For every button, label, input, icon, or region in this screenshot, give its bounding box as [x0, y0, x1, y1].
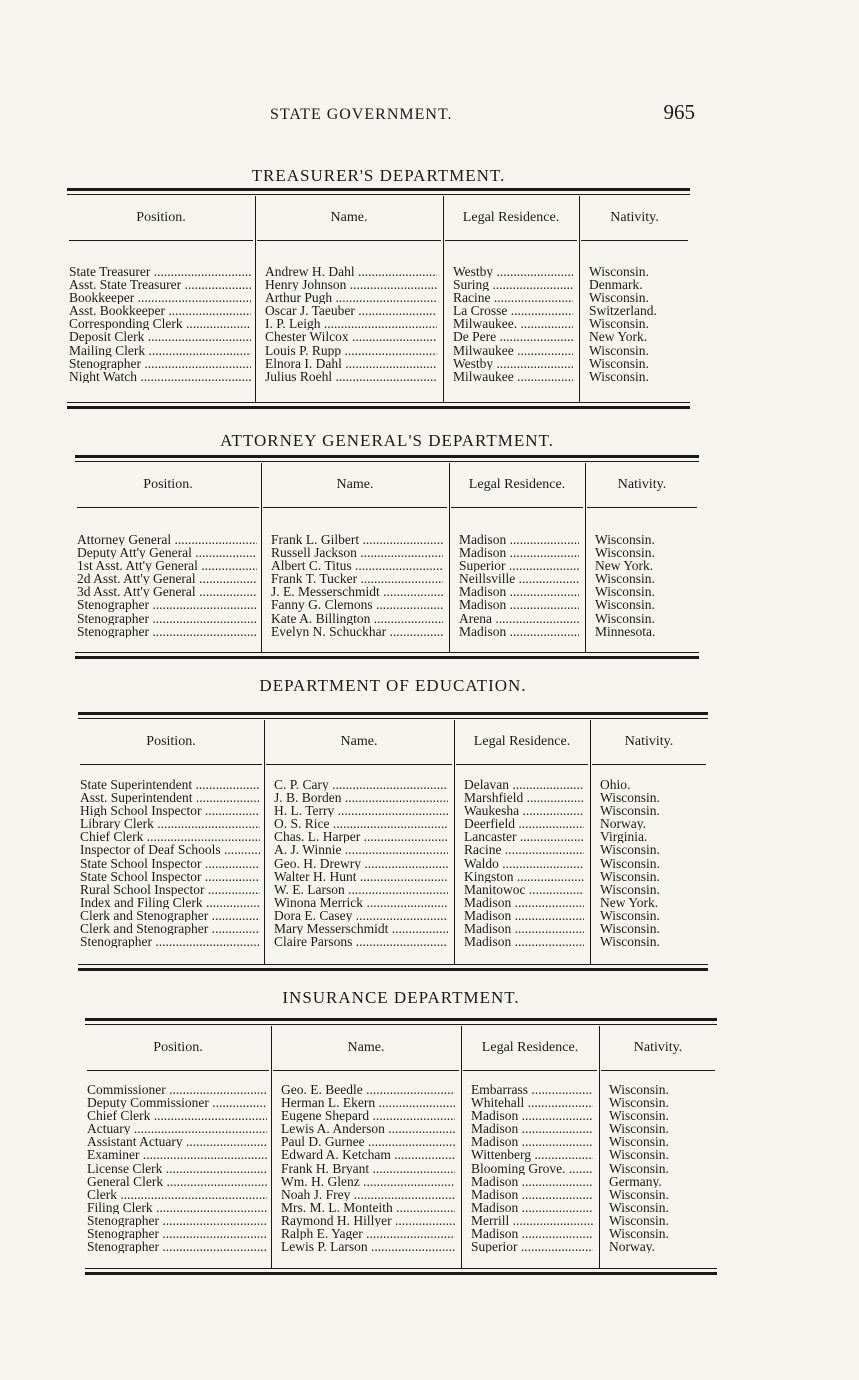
cell-nativity: Wisconsin. — [589, 265, 649, 279]
header-underline — [69, 240, 253, 241]
section-title: TREASURER'S DEPARTMENT. — [251, 166, 506, 185]
column-divider — [590, 720, 591, 964]
cell-nativity: Wisconsin. — [609, 1122, 669, 1136]
section-title: ATTORNEY GENERAL'S DEPARTMENT. — [220, 431, 554, 450]
column-cells-residence — [464, 778, 584, 948]
cell-nativity: Wisconsin. — [600, 856, 660, 870]
cell-residence: Madison ..... — [471, 1135, 593, 1148]
cell-name: Russell Jackson ..... — [271, 546, 443, 559]
cell-position: Inspector of Deaf Schools ..... — [80, 843, 260, 856]
column-cells-name — [281, 1083, 455, 1253]
column-header-residence: Legal Residence. — [462, 210, 560, 225]
cell-nativity: Wisconsin. — [609, 1083, 669, 1097]
top-rule-thin — [78, 718, 708, 719]
cell-position: License Clerk ..... — [87, 1162, 267, 1175]
cell-residence: Madison ..... — [459, 533, 579, 546]
cell-residence: Madison ..... — [464, 935, 584, 948]
cell-name: W. E. Larson ..... — [274, 883, 448, 896]
bottom-rule-thin — [75, 652, 699, 653]
column-cells-residence — [459, 533, 579, 638]
cell-name: H. L. Terry ..... — [274, 804, 448, 817]
column-cells-position — [87, 1083, 267, 1253]
column-cells-nativity — [589, 265, 684, 383]
bottom-rule — [78, 968, 708, 971]
column-divider — [271, 1026, 272, 1268]
column-header-position: Position. — [136, 210, 186, 225]
cell-nativity: Wisconsin. — [589, 356, 649, 370]
cell-residence: Madison ..... — [464, 909, 584, 922]
cell-nativity: Wisconsin. — [609, 1213, 669, 1228]
cell-nativity: Ohio. — [600, 778, 631, 792]
cell-nativity: Wisconsin. — [595, 546, 655, 560]
cell-residence: Madison ..... — [459, 585, 579, 598]
column-header-position: Position. — [153, 1040, 203, 1055]
department-section — [67, 166, 690, 410]
cell-position: Attorney General ..... — [77, 533, 257, 546]
header-underline — [87, 1070, 269, 1071]
column-header-name: Name. — [347, 1040, 385, 1055]
cell-residence: Delavan ..... — [464, 778, 584, 791]
cell-name: Frank H. Bryant ..... — [281, 1162, 455, 1175]
column-cells-nativity — [609, 1083, 711, 1253]
cell-position: Deputy Att'y General ..... — [77, 546, 257, 559]
cell-name: Chester Wilcox ..... — [265, 330, 437, 343]
cell-residence: Madison ..... — [471, 1188, 593, 1201]
header-underline — [456, 764, 588, 765]
cell-residence: Neillsville ..... — [459, 572, 579, 585]
cell-name: Frank T. Tucker ..... — [271, 572, 443, 585]
section-title: INSURANCE DEPARTMENT. — [282, 988, 520, 1007]
cell-residence: Madison ..... — [464, 896, 584, 909]
bottom-rule — [85, 1272, 717, 1275]
cell-residence: Merrill ..... — [471, 1214, 593, 1227]
cell-name: Frank L. Gilbert ..... — [271, 533, 443, 546]
cell-residence: Embarrass ..... — [471, 1083, 593, 1096]
top-rule — [85, 1018, 717, 1021]
cell-residence: Madison ..... — [471, 1227, 593, 1240]
cell-position: Deputy Commissioner ..... — [87, 1096, 267, 1109]
cell-nativity: Wisconsin. — [589, 369, 649, 383]
cell-residence: Madison ..... — [459, 598, 579, 611]
cell-position: State Treasurer ..... — [69, 265, 251, 278]
cell-position: Examiner ..... — [87, 1148, 267, 1161]
column-divider — [454, 720, 455, 964]
cell-position: Commissioner ..... — [87, 1083, 267, 1096]
column-divider — [443, 196, 444, 402]
cell-name: Herman L. Ekern ..... — [281, 1096, 455, 1109]
header-underline — [445, 240, 577, 241]
cell-name: Elnora I. Dahl ..... — [265, 357, 437, 370]
column-header-name: Name. — [336, 477, 374, 492]
cell-name: Oscar J. Taeuber ..... — [265, 304, 437, 317]
column-header-nativity: Nativity. — [610, 210, 659, 225]
cell-nativity: Switzerland. — [589, 304, 657, 318]
cell-nativity: Wisconsin. — [609, 1200, 669, 1214]
cell-nativity: Minnesota. — [595, 624, 656, 638]
cell-name: Evelyn N. Schuckhar ..... — [271, 625, 443, 638]
column-header-nativity: Nativity. — [617, 477, 667, 492]
cell-name: Noah J. Frey ..... — [281, 1188, 455, 1201]
cell-position: Stenographer ..... — [77, 625, 257, 638]
header-underline — [273, 1070, 459, 1071]
cell-nativity: Wisconsin. — [595, 611, 655, 625]
cell-residence: Waldo ..... — [464, 857, 584, 870]
cell-residence: Milwaukee ..... — [453, 370, 573, 383]
cell-residence: Whitehall ..... — [471, 1096, 593, 1109]
cell-position: Clerk and Stenographer ..... — [80, 922, 260, 935]
cell-position: High School Inspector ..... — [80, 804, 260, 817]
cell-position: Stenographer ..... — [87, 1227, 267, 1240]
cell-position: Asst. Superintendent ..... — [80, 791, 260, 804]
column-header-position: Position. — [146, 734, 196, 749]
column-cells-residence — [453, 265, 573, 383]
cell-nativity: Wisconsin. — [600, 843, 660, 857]
bottom-rule-thin — [78, 964, 708, 965]
column-cells-nativity — [595, 533, 693, 638]
bottom-rule — [67, 406, 690, 409]
cell-name: Paul D. Gurnee ..... — [281, 1135, 455, 1148]
cell-name: I. P. Leigh ..... — [265, 317, 437, 330]
cell-residence: Marshfield ..... — [464, 791, 584, 804]
cell-name: Raymond H. Hillyer ..... — [281, 1214, 455, 1227]
column-header-residence: Legal Residence. — [481, 1040, 579, 1055]
cell-nativity: Wisconsin. — [600, 922, 660, 936]
column-header-nativity: Nativity. — [633, 1040, 683, 1055]
column-cells-name — [265, 265, 437, 383]
cell-residence: Racine ..... — [453, 291, 573, 304]
cell-residence: Manitowoc ..... — [464, 883, 584, 896]
cell-nativity: Wisconsin. — [609, 1096, 669, 1110]
page-number: 965 — [663, 100, 695, 124]
cell-residence: Milwaukee. ..... — [453, 317, 573, 330]
cell-position: Stenographer ..... — [69, 357, 251, 370]
header-underline — [80, 764, 262, 765]
cell-name: Geo. E. Beedle ..... — [281, 1083, 455, 1096]
cell-position: Clerk ..... — [87, 1188, 267, 1201]
bottom-rule — [75, 656, 699, 659]
cell-nativity: Wisconsin. — [589, 317, 649, 331]
cell-name: Wm. H. Glenz ..... — [281, 1175, 455, 1188]
cell-nativity: Wisconsin. — [600, 791, 660, 805]
cell-residence: Madison ..... — [471, 1109, 593, 1122]
department-section — [85, 988, 717, 1276]
department-section — [78, 676, 708, 972]
cell-nativity: New York. — [595, 559, 654, 573]
header-underline — [266, 764, 452, 765]
column-divider — [264, 720, 265, 964]
cell-position: Clerk and Stenographer ..... — [80, 909, 260, 922]
bottom-rule-thin — [85, 1268, 717, 1269]
cell-residence: Lancaster ..... — [464, 830, 584, 843]
column-header-name: Name. — [340, 734, 378, 749]
cell-nativity: Norway. — [600, 817, 646, 831]
cell-name: Dora E. Casey ..... — [274, 909, 448, 922]
cell-position: State School Inspector ..... — [80, 870, 260, 883]
cell-residence: Madison ..... — [471, 1122, 593, 1135]
column-cells-name — [274, 778, 448, 948]
cell-position: State Superintendent ..... — [80, 778, 260, 791]
cell-nativity: Wisconsin. — [600, 869, 660, 883]
header-underline — [587, 507, 697, 508]
column-header-residence: Legal Residence. — [473, 734, 571, 749]
top-rule-thin — [75, 461, 699, 462]
cell-residence: Westby ..... — [453, 357, 573, 370]
cell-position: Mailing Clerk ..... — [69, 344, 251, 357]
cell-name: Lewis P. Larson ..... — [281, 1240, 455, 1253]
cell-residence: Madison ..... — [459, 625, 579, 638]
cell-residence: Racine ..... — [464, 843, 584, 856]
cell-nativity: Wisconsin. — [595, 533, 655, 547]
cell-nativity: Wisconsin. — [589, 291, 649, 305]
cell-nativity: New York. — [600, 895, 659, 909]
cell-residence: Deerfield ..... — [464, 817, 584, 830]
cell-position: Library Clerk ..... — [80, 817, 260, 830]
cell-nativity: Wisconsin. — [600, 935, 660, 949]
bottom-rule-thin — [67, 402, 690, 403]
section-title: DEPARTMENT OF EDUCATION. — [259, 676, 527, 695]
cell-residence: Madison ..... — [464, 922, 584, 935]
column-header-position: Position. — [143, 477, 193, 492]
cell-position: Stenographer ..... — [77, 598, 257, 611]
cell-position: Deposit Clerk ..... — [69, 330, 251, 343]
cell-residence: Milwaukee ..... — [453, 344, 573, 357]
cell-name: Arthur Pugh ..... — [265, 291, 437, 304]
column-cells-position — [77, 533, 257, 638]
cell-name: Louis P. Rupp ..... — [265, 344, 437, 357]
cell-position: Assistant Actuary ..... — [87, 1135, 267, 1148]
cell-name: Chas. L. Harper ..... — [274, 830, 448, 843]
cell-position: Stenographer ..... — [80, 935, 260, 948]
cell-position: Night Watch ..... — [69, 370, 251, 383]
department-section — [75, 431, 699, 660]
cell-name: C. P. Cary ..... — [274, 778, 448, 791]
cell-nativity: Virginia. — [600, 830, 648, 844]
cell-residence: Superior ..... — [459, 559, 579, 572]
cell-name: O. S. Rice ..... — [274, 817, 448, 830]
cell-position: 2d Asst. Att'y General ..... — [77, 572, 257, 585]
top-rule-thin — [85, 1024, 717, 1025]
cell-name: Kate A. Billington ..... — [271, 612, 443, 625]
cell-nativity: Wisconsin. — [609, 1161, 669, 1175]
cell-position: Corresponding Clerk ..... — [69, 317, 251, 330]
cell-position: Index and Filing Clerk ..... — [80, 896, 260, 909]
header-underline — [592, 764, 706, 765]
cell-position: Filing Clerk ..... — [87, 1201, 267, 1214]
column-cells-position — [80, 778, 260, 948]
column-cells-nativity — [600, 778, 702, 948]
column-divider — [579, 196, 580, 402]
cell-position: Rural School Inspector ..... — [80, 883, 260, 896]
cell-position: Stenographer ..... — [77, 612, 257, 625]
cell-position: Chief Clerk ..... — [80, 830, 260, 843]
cell-position: Asst. State Treasurer ..... — [69, 278, 251, 291]
cell-nativity: Wisconsin. — [595, 572, 655, 586]
cell-position: 3d Asst. Att'y General ..... — [77, 585, 257, 598]
cell-nativity: Wisconsin. — [609, 1148, 669, 1162]
cell-name: Mary Messerschmidt ..... — [274, 922, 448, 935]
cell-name: Mrs. M. L. Monteith ..... — [281, 1201, 455, 1214]
cell-position: State School Inspector ..... — [80, 857, 260, 870]
cell-nativity: Denmark. — [589, 278, 643, 292]
cell-name: Fanny G. Clemons ..... — [271, 598, 443, 611]
cell-name: Andrew H. Dahl ..... — [265, 265, 437, 278]
column-header-residence: Legal Residence. — [468, 477, 566, 492]
column-cells-position — [69, 265, 251, 383]
top-rule — [75, 455, 699, 458]
header-underline — [257, 240, 441, 241]
cell-name: Walter H. Hunt ..... — [274, 870, 448, 883]
cell-name: Ralph E. Yager ..... — [281, 1227, 455, 1240]
cell-residence: De Pere ..... — [453, 330, 573, 343]
column-header-nativity: Nativity. — [624, 734, 674, 749]
cell-nativity: Wisconsin. — [609, 1109, 669, 1123]
cell-residence: Blooming Grove. ..... — [471, 1162, 593, 1175]
cell-nativity: Wisconsin. — [600, 882, 660, 896]
cell-name: Geo. H. Drewry ..... — [274, 857, 448, 870]
top-rule-thin — [67, 194, 690, 195]
cell-name: Edward A. Ketcham ..... — [281, 1148, 455, 1161]
header-underline — [451, 507, 583, 508]
cell-residence: Waukesha ..... — [464, 804, 584, 817]
cell-nativity: Wisconsin. — [595, 598, 655, 612]
cell-residence: Madison ..... — [459, 546, 579, 559]
cell-name: J. B. Borden ..... — [274, 791, 448, 804]
cell-nativity: Wisconsin. — [609, 1187, 669, 1201]
top-rule — [78, 712, 708, 715]
cell-name: Claire Parsons ..... — [274, 935, 448, 948]
cell-residence: Kingston ..... — [464, 870, 584, 883]
cell-name: J. E. Messerschmidt ..... — [271, 585, 443, 598]
cell-name: Albert C. Titus ..... — [271, 559, 443, 572]
cell-residence: Superior ..... — [471, 1240, 593, 1253]
column-cells-name — [271, 533, 443, 638]
cell-nativity: Wisconsin. — [589, 343, 649, 357]
header-underline — [601, 1070, 715, 1071]
cell-position: 1st Asst. Att'y General ..... — [77, 559, 257, 572]
cell-name: Eugene Shepard ..... — [281, 1109, 455, 1122]
cell-nativity: Wisconsin. — [595, 585, 655, 599]
cell-nativity: New York. — [589, 330, 648, 344]
cell-position: Asst. Bookkeeper ..... — [69, 304, 251, 317]
column-divider — [461, 1026, 462, 1268]
cell-residence: Arena ..... — [459, 612, 579, 625]
cell-nativity: Wisconsin. — [600, 804, 660, 818]
header-underline — [463, 1070, 597, 1071]
cell-name: Winona Merrick ..... — [274, 896, 448, 909]
cell-residence: La Crosse ..... — [453, 304, 573, 317]
column-divider — [599, 1026, 600, 1268]
page-header — [270, 100, 695, 130]
cell-nativity: Wisconsin. — [600, 908, 660, 923]
cell-name: Lewis A. Anderson ..... — [281, 1122, 455, 1135]
column-cells-residence — [471, 1083, 593, 1253]
running-title: STATE GOVERNMENT. — [270, 106, 453, 123]
column-divider — [255, 196, 256, 402]
cell-name: Henry Johnson ..... — [265, 278, 437, 291]
header-underline — [263, 507, 447, 508]
cell-position: Bookkeeper ..... — [69, 291, 251, 304]
cell-residence: Madison ..... — [471, 1175, 593, 1188]
header-underline — [581, 240, 688, 241]
cell-position: Chief Clerk ..... — [87, 1109, 267, 1122]
cell-residence: Westby ..... — [453, 265, 573, 278]
header-underline — [77, 507, 259, 508]
cell-position: Actuary ..... — [87, 1122, 267, 1135]
cell-nativity: Wisconsin. — [609, 1135, 669, 1149]
cell-nativity: Norway. — [609, 1240, 655, 1254]
cell-residence: Wittenberg ..... — [471, 1148, 593, 1161]
cell-nativity: Wisconsin. — [609, 1227, 669, 1241]
cell-residence: Madison ..... — [471, 1201, 593, 1214]
cell-position: General Clerk ..... — [87, 1175, 267, 1188]
cell-name: Julius Roehl ..... — [265, 370, 437, 383]
cell-nativity: Germany. — [609, 1174, 662, 1188]
cell-residence: Suring ..... — [453, 278, 573, 291]
cell-position: Stenographer ..... — [87, 1240, 267, 1253]
top-rule — [67, 188, 690, 191]
cell-position: Stenographer ..... — [87, 1214, 267, 1227]
column-header-name: Name. — [330, 210, 368, 225]
cell-name: A. J. Winnie ..... — [274, 843, 448, 856]
